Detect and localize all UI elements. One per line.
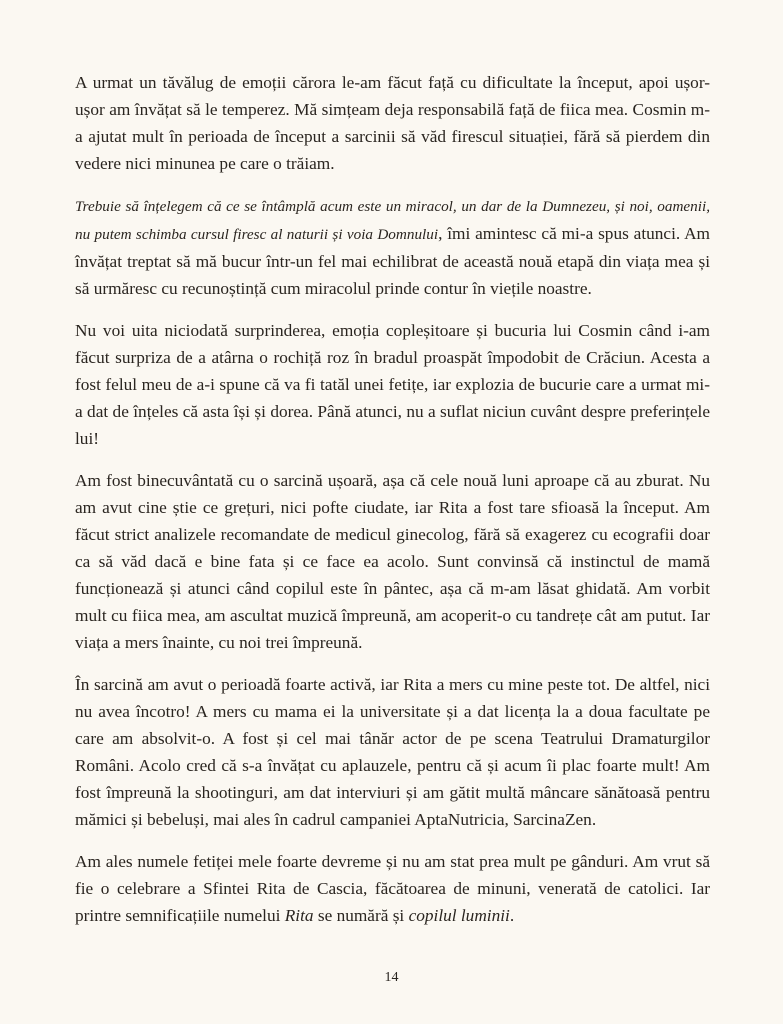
paragraph-2-rest: , îmi amintesc că mi-a spus atunci. Am învățat treptat să mă bucur într-un fel mai echilibrat de această nouă etapă din viața mea și să urmăresc cu recunoștință cum miracolul prinde contur în viețile noastre. — [75, 224, 710, 298]
paragraph-1: A urmat un tăvălug de emoții cărora le-am făcut față cu dificultate la început, apoi ușor-ușor am învățat să le temperez. Mă simțeam deja responsabilă față de fiica mea. Cosmin m-a ajutat mult în perioada de început a sarcinii să văd firescul situației, fără să pierdem din vedere nici minunea pe care o trăiam. — [75, 73, 710, 173]
page-number: 14 — [384, 970, 399, 985]
meaning-italic: copilul luminii — [408, 906, 510, 925]
paragraph-5: În sarcină am avut o perioadă foarte activă, iar Rita a mers cu mine peste tot. De altfel, nici nu avea încotro! A mers cu mama ei la universitate și a dat licența la a doua facultate pe care am absolvit-o. A fost și cel mai tânăr actor de pe scena Teatrului Dramaturgilor Români. Acolo cred că s-a învățat cu aplauzele, pentru că și acum îi plac foarte mult! Am fost împreună la shootinguri, am dat interviuri și am gătit multă mâncare sănătoasă pentru mămici și bebeluși, mai ales în cadrul campaniei AptaNutricia, SarcinaZen. — [75, 675, 710, 829]
paragraph-4: Am fost binecuvântată cu o sarcină ușoară, așa că cele nouă luni aproape că au zburat. Nu am avut cine știe ce grețuri, nici pofte ciudate, iar Rita a fost tare sfioasă la început. Am făcut strict analizele recomandate de medicul ginecolog, fără să exagerez cu ecografii doar ca să văd dacă e bine fata și ce face ea acolo. Sunt convinsă că instinctul de mamă funcționează și atunci când copilul este în pântec, așa că m-am lăsat ghidată. Am vorbit mult cu fiica mea, am ascultat muzică împreună, am acoperit-o cu tandrețe cât am putut. Iar viața a mers înainte, cu noi trei împreună. — [75, 471, 710, 652]
body-text — [75, 69, 710, 944]
name-italic: Rita — [284, 906, 314, 925]
paragraph-3: Nu voi uita niciodată surprinderea, emoția copleșitoare și bucuria lui Cosmin când i-am făcut surpriza de a atârna o rochiță roz în bradul proaspăt împodobit de Crăciun. Acesta a fost felul meu de a-i spune că va fi tatăl unei fetițe, iar explozia de bucurie care a urmat mi-a dat de înțeles că asta își și dorea. Până atunci, nu a suflat niciun cuvânt despre preferințele lui! — [75, 321, 710, 448]
paragraph-6-end: . — [509, 906, 515, 925]
paragraph-6-start: Am ales numele fetiței mele foarte devreme și nu am stat prea mult pe gânduri. Am vrut să fie o celebrare a Sfintei Rita de Cascia, făcătoarea de minuni, venerată de catolici. Iar printre semnificațiile numelui — [75, 852, 710, 925]
paragraph-6-middle: se numără și — [313, 906, 409, 925]
quote-italic: Trebuie să înțelegem că ce se întâmplă acum este un miracol, un dar de la Dumnezeu, și noi, oamenii, nu putem schimba cursul firesc al naturii și voia Domnului — [75, 198, 710, 243]
paragraph-6 — [75, 848, 710, 929]
paragraph-2 — [75, 192, 710, 302]
